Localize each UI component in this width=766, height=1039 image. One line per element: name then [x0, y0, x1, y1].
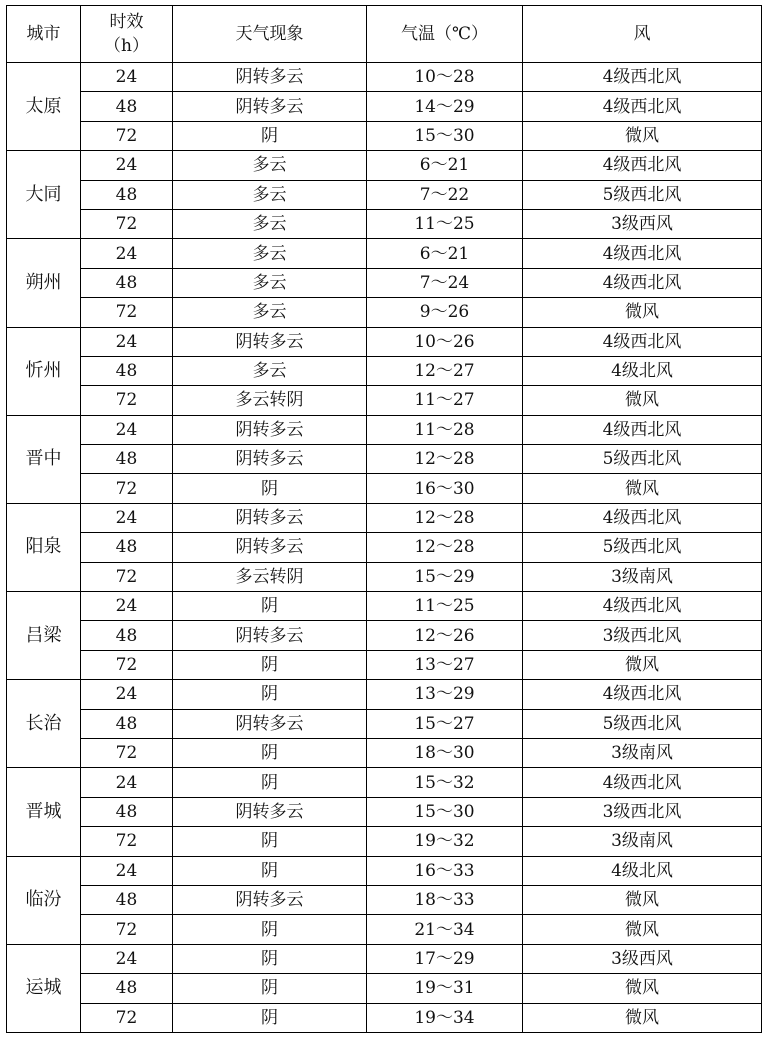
temp-cell: 11～25 [367, 209, 523, 238]
hours-cell: 48 [81, 445, 173, 474]
hours-cell: 48 [81, 533, 173, 562]
hours-cell: 24 [81, 768, 173, 797]
wind-cell: 5级西北风 [523, 709, 762, 738]
weather-cell: 阴 [173, 592, 367, 621]
table-row [7, 856, 762, 885]
wind-cell: 4级西北风 [523, 92, 762, 121]
hours-cell: 24 [81, 151, 173, 180]
temp-cell: 12～28 [367, 533, 523, 562]
weather-cell: 阴转多云 [173, 63, 367, 92]
wind-cell: 4级西北风 [523, 415, 762, 444]
weather-cell: 多云 [173, 356, 367, 385]
table-row [7, 63, 762, 92]
weather-cell: 阴转多云 [173, 885, 367, 914]
hours-cell: 24 [81, 856, 173, 885]
temp-cell: 15～30 [367, 121, 523, 150]
wind-cell: 微风 [523, 1003, 762, 1032]
weather-cell: 多云 [173, 180, 367, 209]
hours-cell: 72 [81, 1003, 173, 1032]
hours-cell: 72 [81, 827, 173, 856]
hours-cell: 24 [81, 63, 173, 92]
table-row [7, 151, 762, 180]
wind-cell: 微风 [523, 915, 762, 944]
weather-cell: 阴转多云 [173, 621, 367, 650]
header-hours-line1: 时效 [109, 12, 144, 32]
weather-cell: 阴转多云 [173, 709, 367, 738]
weather-cell: 阴 [173, 738, 367, 767]
weather-cell: 阴转多云 [173, 415, 367, 444]
hours-cell: 48 [81, 180, 173, 209]
wind-cell: 4级西北风 [523, 63, 762, 92]
weather-cell: 多云 [173, 298, 367, 327]
wind-cell: 4级西北风 [523, 680, 762, 709]
header-hours-line2: （h） [104, 36, 149, 56]
weather-cell: 多云 [173, 268, 367, 297]
wind-cell: 微风 [523, 974, 762, 1003]
temp-cell: 21～34 [367, 915, 523, 944]
temp-cell: 16～33 [367, 856, 523, 885]
table-row [7, 797, 762, 826]
wind-cell: 3级南风 [523, 827, 762, 856]
wind-cell: 3级南风 [523, 562, 762, 591]
weather-cell: 阴 [173, 856, 367, 885]
wind-cell: 3级西风 [523, 944, 762, 973]
temp-cell: 18～33 [367, 885, 523, 914]
wind-cell: 微风 [523, 386, 762, 415]
hours-cell: 24 [81, 503, 173, 532]
table-row [7, 1003, 762, 1032]
city-name: 太原 [7, 63, 81, 151]
temp-cell: 15～27 [367, 709, 523, 738]
temp-cell: 12～26 [367, 621, 523, 650]
city-name: 吕梁 [7, 592, 81, 680]
wind-cell: 4级西北风 [523, 239, 762, 268]
weather-cell: 阴转多云 [173, 503, 367, 532]
table-row [7, 415, 762, 444]
hours-cell: 48 [81, 621, 173, 650]
weather-cell: 阴转多云 [173, 445, 367, 474]
weather-cell: 多云 [173, 239, 367, 268]
hours-cell: 48 [81, 92, 173, 121]
wind-cell: 5级西北风 [523, 180, 762, 209]
wind-cell: 3级西北风 [523, 621, 762, 650]
header-weather: 天气现象 [173, 6, 367, 63]
city-name: 朔州 [7, 239, 81, 327]
temp-cell: 19～32 [367, 827, 523, 856]
weather-cell: 阴 [173, 680, 367, 709]
temp-cell: 13～29 [367, 680, 523, 709]
table-row [7, 445, 762, 474]
temp-cell: 12～28 [367, 503, 523, 532]
wind-cell: 3级西风 [523, 209, 762, 238]
table-row [7, 768, 762, 797]
temp-cell: 11～28 [367, 415, 523, 444]
wind-cell: 3级西北风 [523, 797, 762, 826]
table-row [7, 974, 762, 1003]
table-row [7, 121, 762, 150]
table-row [7, 621, 762, 650]
city-name: 晋中 [7, 415, 81, 503]
wind-cell: 4级西北风 [523, 268, 762, 297]
weather-cell: 多云转阴 [173, 386, 367, 415]
temp-cell: 16～30 [367, 474, 523, 503]
header-temp: 气温（℃） [367, 6, 523, 63]
table-row [7, 92, 762, 121]
wind-cell: 4级西北风 [523, 151, 762, 180]
hours-cell: 72 [81, 121, 173, 150]
table-row [7, 650, 762, 679]
wind-cell: 5级西北风 [523, 533, 762, 562]
hours-cell: 24 [81, 944, 173, 973]
hours-cell: 72 [81, 738, 173, 767]
table-row [7, 533, 762, 562]
header-row [7, 6, 762, 63]
temp-cell: 15～32 [367, 768, 523, 797]
temp-cell: 9～26 [367, 298, 523, 327]
hours-cell: 48 [81, 797, 173, 826]
hours-cell: 72 [81, 209, 173, 238]
weather-cell: 阴 [173, 915, 367, 944]
weather-cell: 阴 [173, 944, 367, 973]
table-row [7, 915, 762, 944]
weather-cell: 阴 [173, 827, 367, 856]
weather-cell: 阴转多云 [173, 797, 367, 826]
hours-cell: 48 [81, 356, 173, 385]
forecast-table [6, 5, 762, 1033]
hours-cell: 24 [81, 415, 173, 444]
temp-cell: 19～31 [367, 974, 523, 1003]
temp-cell: 15～29 [367, 562, 523, 591]
hours-cell: 72 [81, 915, 173, 944]
city-name: 阳泉 [7, 503, 81, 591]
table-row [7, 592, 762, 621]
temp-cell: 13～27 [367, 650, 523, 679]
temp-cell: 19～34 [367, 1003, 523, 1032]
hours-cell: 72 [81, 298, 173, 327]
wind-cell: 5级西北风 [523, 445, 762, 474]
hours-cell: 48 [81, 974, 173, 1003]
wind-cell: 4级北风 [523, 356, 762, 385]
weather-cell: 多云 [173, 151, 367, 180]
temp-cell: 7～24 [367, 268, 523, 297]
temp-cell: 12～27 [367, 356, 523, 385]
wind-cell: 4级西北风 [523, 503, 762, 532]
table-row [7, 386, 762, 415]
weather-cell: 阴 [173, 768, 367, 797]
weather-cell: 多云 [173, 209, 367, 238]
table-row [7, 503, 762, 532]
hours-cell: 24 [81, 327, 173, 356]
temp-cell: 14～29 [367, 92, 523, 121]
hours-cell: 48 [81, 885, 173, 914]
city-name: 运城 [7, 944, 81, 1032]
weather-cell: 阴 [173, 974, 367, 1003]
city-name: 忻州 [7, 327, 81, 415]
temp-cell: 10～28 [367, 63, 523, 92]
temp-cell: 11～25 [367, 592, 523, 621]
wind-cell: 微风 [523, 650, 762, 679]
header-hours [81, 6, 173, 63]
wind-cell: 4级西北风 [523, 592, 762, 621]
header-city: 城市 [7, 6, 81, 63]
temp-cell: 11～27 [367, 386, 523, 415]
weather-cell: 阴转多云 [173, 92, 367, 121]
weather-cell: 多云转阴 [173, 562, 367, 591]
temp-cell: 18～30 [367, 738, 523, 767]
hours-cell: 72 [81, 650, 173, 679]
weather-cell: 阴 [173, 650, 367, 679]
hours-cell: 48 [81, 268, 173, 297]
city-name: 晋城 [7, 768, 81, 856]
wind-cell: 3级南风 [523, 738, 762, 767]
table-row [7, 885, 762, 914]
city-name: 长治 [7, 680, 81, 768]
weather-cell: 阴 [173, 1003, 367, 1032]
forecast-body [7, 63, 762, 1033]
table-row [7, 709, 762, 738]
wind-cell: 4级西北风 [523, 768, 762, 797]
table-row [7, 268, 762, 297]
hours-cell: 48 [81, 709, 173, 738]
table-row [7, 474, 762, 503]
table-row [7, 356, 762, 385]
weather-cell: 阴转多云 [173, 533, 367, 562]
table-row [7, 180, 762, 209]
temp-cell: 6～21 [367, 151, 523, 180]
temp-cell: 15～30 [367, 797, 523, 826]
table-row [7, 944, 762, 973]
table-row [7, 680, 762, 709]
hours-cell: 24 [81, 592, 173, 621]
temp-cell: 6～21 [367, 239, 523, 268]
temp-cell: 17～29 [367, 944, 523, 973]
city-name: 大同 [7, 151, 81, 239]
table-row [7, 827, 762, 856]
table-row [7, 738, 762, 767]
weather-cell: 阴 [173, 474, 367, 503]
table-row [7, 209, 762, 238]
hours-cell: 72 [81, 562, 173, 591]
wind-cell: 4级西北风 [523, 327, 762, 356]
wind-cell: 微风 [523, 298, 762, 327]
hours-cell: 72 [81, 386, 173, 415]
temp-cell: 7～22 [367, 180, 523, 209]
table-row [7, 298, 762, 327]
wind-cell: 4级北风 [523, 856, 762, 885]
wind-cell: 微风 [523, 121, 762, 150]
temp-cell: 12～28 [367, 445, 523, 474]
table-row [7, 562, 762, 591]
table-row [7, 239, 762, 268]
hours-cell: 24 [81, 680, 173, 709]
weather-cell: 阴转多云 [173, 327, 367, 356]
temp-cell: 10～26 [367, 327, 523, 356]
wind-cell: 微风 [523, 474, 762, 503]
header-wind: 风 [523, 6, 762, 63]
city-name: 临汾 [7, 856, 81, 944]
hours-cell: 24 [81, 239, 173, 268]
weather-cell: 阴 [173, 121, 367, 150]
wind-cell: 微风 [523, 885, 762, 914]
hours-cell: 72 [81, 474, 173, 503]
table-row [7, 327, 762, 356]
